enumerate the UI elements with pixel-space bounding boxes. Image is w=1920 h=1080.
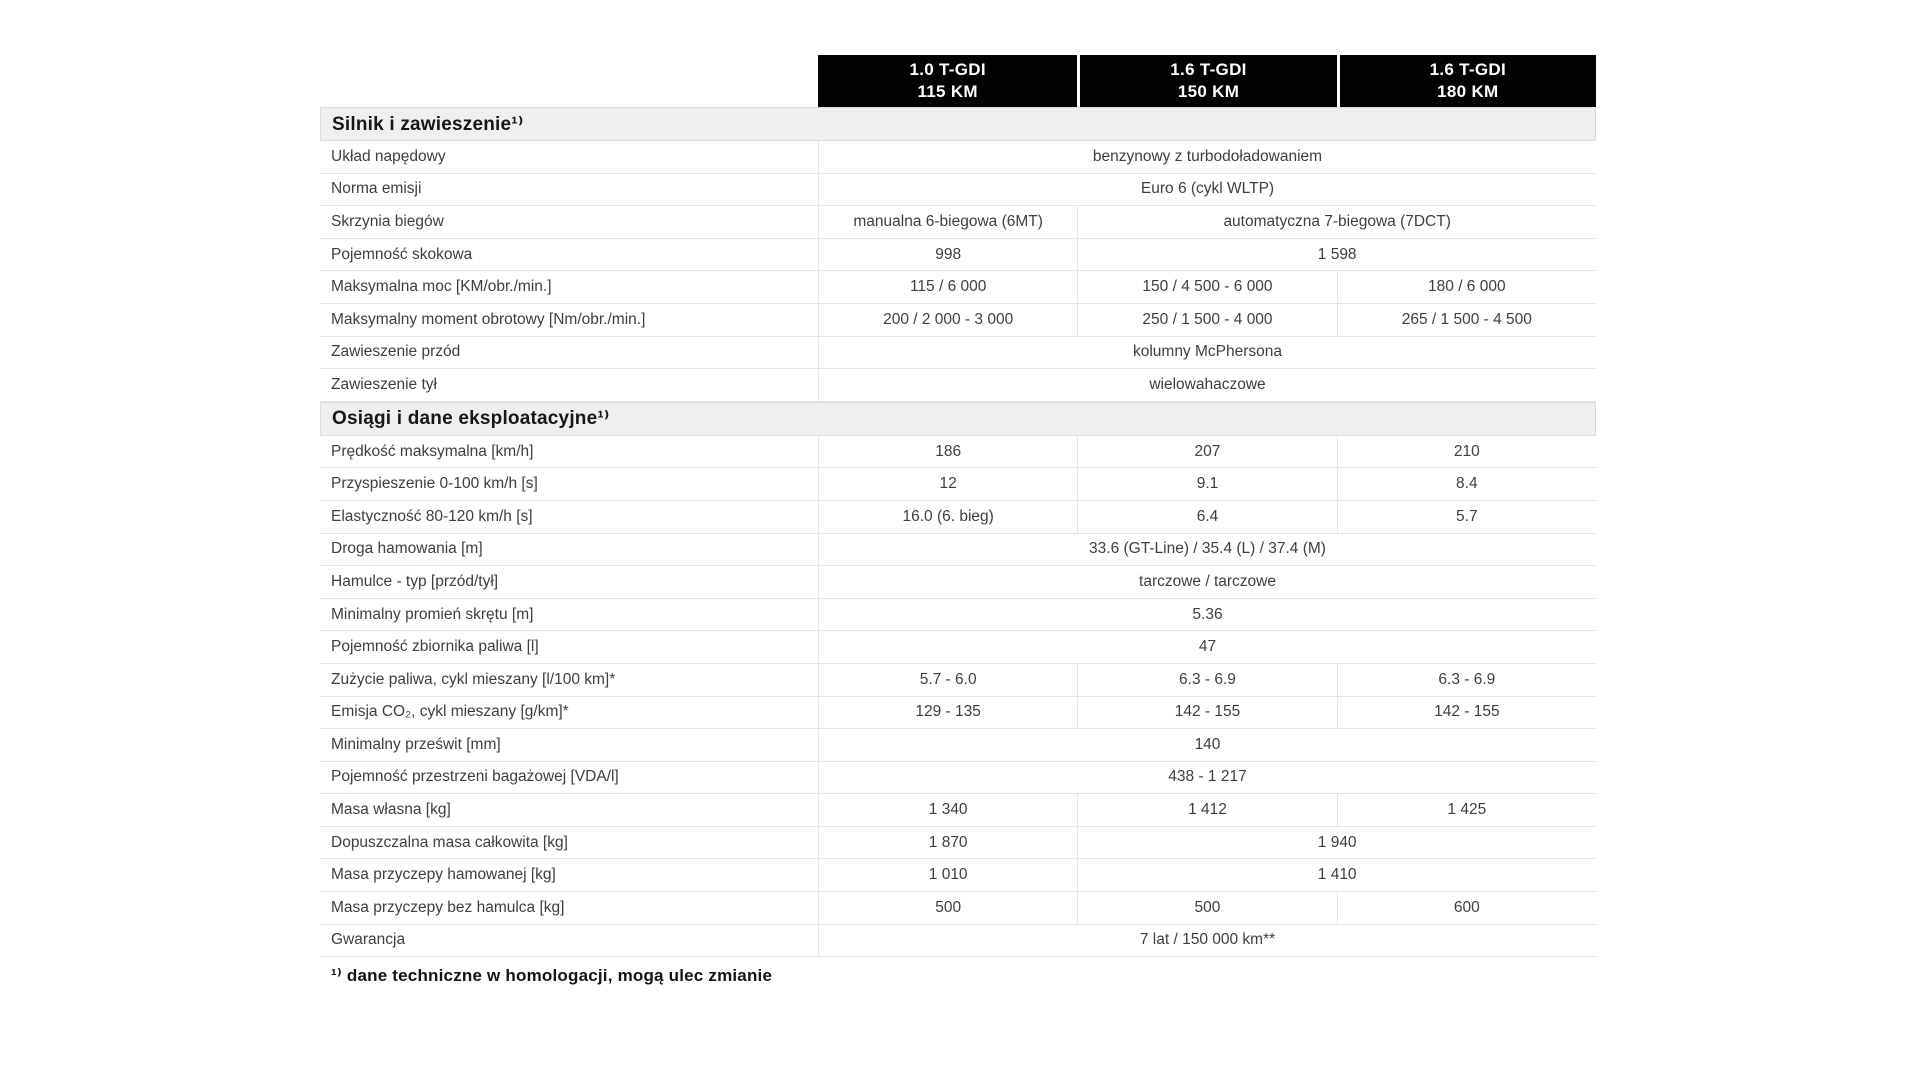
row-value: manualna 6-biegowa (6MT) — [818, 206, 1077, 238]
row-value: 142 - 155 — [1077, 697, 1336, 729]
row-value: 33.6 (GT-Line) / 35.4 (L) / 37.4 (M) — [818, 534, 1596, 566]
row-value: 1 425 — [1337, 794, 1596, 826]
spec-row — [320, 729, 1596, 762]
engine-power: 180 KM — [1437, 82, 1499, 101]
row-label: Maksymalny moment obrotowy [Nm/obr./min.] — [331, 310, 646, 328]
row-value: 1 412 — [1077, 794, 1336, 826]
row-value: 8.4 — [1337, 468, 1596, 500]
spec-row — [320, 141, 1596, 174]
row-value: 207 — [1077, 436, 1336, 468]
spec-row — [320, 239, 1596, 272]
row-label: Elastyczność 80-120 km/h [s] — [331, 507, 533, 525]
row-value: 500 — [1077, 892, 1336, 924]
row-value: 12 — [818, 468, 1077, 500]
spec-row — [320, 859, 1596, 892]
spec-row — [320, 599, 1596, 632]
row-value: 6.3 - 6.9 — [1337, 664, 1596, 696]
row-value: 150 / 4 500 - 6 000 — [1077, 271, 1336, 303]
engine-name: 1.6 T-GDI — [1429, 59, 1507, 79]
row-label: Pojemność przestrzeni bagażowej [VDA/l] — [331, 768, 619, 786]
row-value: 200 / 2 000 - 3 000 — [818, 304, 1077, 336]
row-label: Maksymalna moc [KM/obr./min.] — [331, 278, 552, 296]
row-value: 47 — [818, 631, 1596, 663]
row-label: Minimalny prześwit [mm] — [331, 735, 501, 753]
row-label: Norma emisji — [331, 180, 422, 198]
engine-name: 1.6 T-GDI — [1170, 59, 1247, 79]
spec-row — [320, 468, 1596, 501]
spec-row — [320, 892, 1596, 925]
row-value: 9.1 — [1077, 468, 1336, 500]
column-header-row — [320, 55, 1596, 107]
spec-row — [320, 174, 1596, 207]
row-value: 5.7 — [1337, 501, 1596, 533]
row-value: 500 — [818, 892, 1077, 924]
row-value: 129 - 135 — [818, 697, 1077, 729]
engine-power: 150 KM — [1177, 82, 1240, 101]
row-value: 998 — [818, 239, 1077, 271]
row-value: 7 lat / 150 000 km** — [818, 925, 1596, 957]
row-label: Pojemność zbiornika paliwa [l] — [331, 638, 539, 656]
row-value: 250 / 1 500 - 4 000 — [1077, 304, 1336, 336]
spec-row — [320, 304, 1596, 337]
row-label: Dopuszczalna masa całkowita [kg] — [331, 833, 568, 851]
row-value: 210 — [1337, 436, 1596, 468]
row-label: Skrzynia biegów — [331, 212, 444, 230]
row-value: wielowahaczowe — [818, 369, 1596, 401]
row-value: 180 / 6 000 — [1337, 271, 1596, 303]
row-value: Euro 6 (cykl WLTP) — [818, 174, 1596, 206]
spec-row — [320, 697, 1596, 730]
column-header-engine-2 — [1080, 55, 1336, 107]
row-label: Droga hamowania [m] — [331, 540, 483, 558]
row-label: Zawieszenie przód — [331, 343, 461, 361]
spec-row — [320, 566, 1596, 599]
spec-row — [320, 337, 1596, 370]
row-label: Zużycie paliwa, cykl mieszany [l/100 km]* — [331, 670, 616, 688]
spec-row — [320, 271, 1596, 304]
column-header-engine-1 — [818, 55, 1077, 107]
row-label: Masa przyczepy hamowanej [kg] — [331, 866, 556, 884]
spec-row — [320, 794, 1596, 827]
section-header: Silnik i zawieszenie¹⁾ — [320, 107, 1596, 141]
section-header: Osiągi i dane eksploatacyjne¹⁾ — [320, 402, 1596, 436]
spec-row — [320, 925, 1596, 958]
row-value: 1 598 — [1077, 239, 1596, 271]
row-label: Pojemność skokowa — [331, 245, 473, 263]
row-value: automatyczna 7-biegowa (7DCT) — [1077, 206, 1596, 238]
row-label: Prędkość maksymalna [km/h] — [331, 442, 534, 460]
row-value: 5.7 - 6.0 — [818, 664, 1077, 696]
row-value: 140 — [818, 729, 1596, 761]
row-value: 265 / 1 500 - 4 500 — [1337, 304, 1596, 336]
spec-row — [320, 762, 1596, 795]
footnote: ¹⁾ dane techniczne w homologacji, mogą ulec zmianie — [331, 966, 773, 986]
row-label: Gwarancja — [331, 931, 406, 949]
row-value: 1 010 — [818, 859, 1077, 891]
spec-row — [320, 534, 1596, 567]
row-value: 16.0 (6. bieg) — [818, 501, 1077, 533]
row-value: 142 - 155 — [1337, 697, 1596, 729]
row-value: 438 - 1 217 — [818, 762, 1596, 794]
engine-name: 1.0 T-GDI — [909, 59, 986, 79]
row-label: Zawieszenie tył — [331, 375, 437, 393]
spec-row — [320, 631, 1596, 664]
spec-row — [320, 206, 1596, 239]
row-value: 6.3 - 6.9 — [1077, 664, 1336, 696]
row-label: Przyspieszenie 0-100 km/h [s] — [331, 475, 538, 493]
spec-table — [320, 55, 1596, 986]
row-value: tarczowe / tarczowe — [818, 566, 1596, 598]
spec-row — [320, 827, 1596, 860]
row-label: Minimalny promień skrętu [m] — [331, 605, 534, 623]
row-value: 600 — [1337, 892, 1596, 924]
row-value: 1 340 — [818, 794, 1077, 826]
column-header-spacer — [320, 55, 818, 107]
sections — [320, 107, 1596, 957]
engine-power: 115 KM — [917, 82, 978, 101]
row-label: Emisja CO₂, cykl mieszany [g/km]* — [331, 703, 569, 721]
row-label: Masa przyczepy bez hamulca [kg] — [331, 898, 565, 916]
spec-row — [320, 436, 1596, 469]
row-value: 5.36 — [818, 599, 1596, 631]
row-value: benzynowy z turbodoładowaniem — [818, 141, 1596, 173]
row-label: Układ napędowy — [331, 147, 446, 165]
row-value: 1 940 — [1077, 827, 1596, 859]
row-value: 186 — [818, 436, 1077, 468]
row-value: 6.4 — [1077, 501, 1336, 533]
row-label: Masa własna [kg] — [331, 801, 451, 819]
spec-row — [320, 369, 1596, 402]
column-header-engine-3 — [1340, 55, 1596, 107]
row-value: kolumny McPhersona — [818, 337, 1596, 369]
spec-row — [320, 664, 1596, 697]
row-value: 1 410 — [1077, 859, 1596, 891]
spec-row — [320, 501, 1596, 534]
row-value: 115 / 6 000 — [818, 271, 1077, 303]
row-label: Hamulce - typ [przód/tył] — [331, 572, 499, 590]
row-value: 1 870 — [818, 827, 1077, 859]
